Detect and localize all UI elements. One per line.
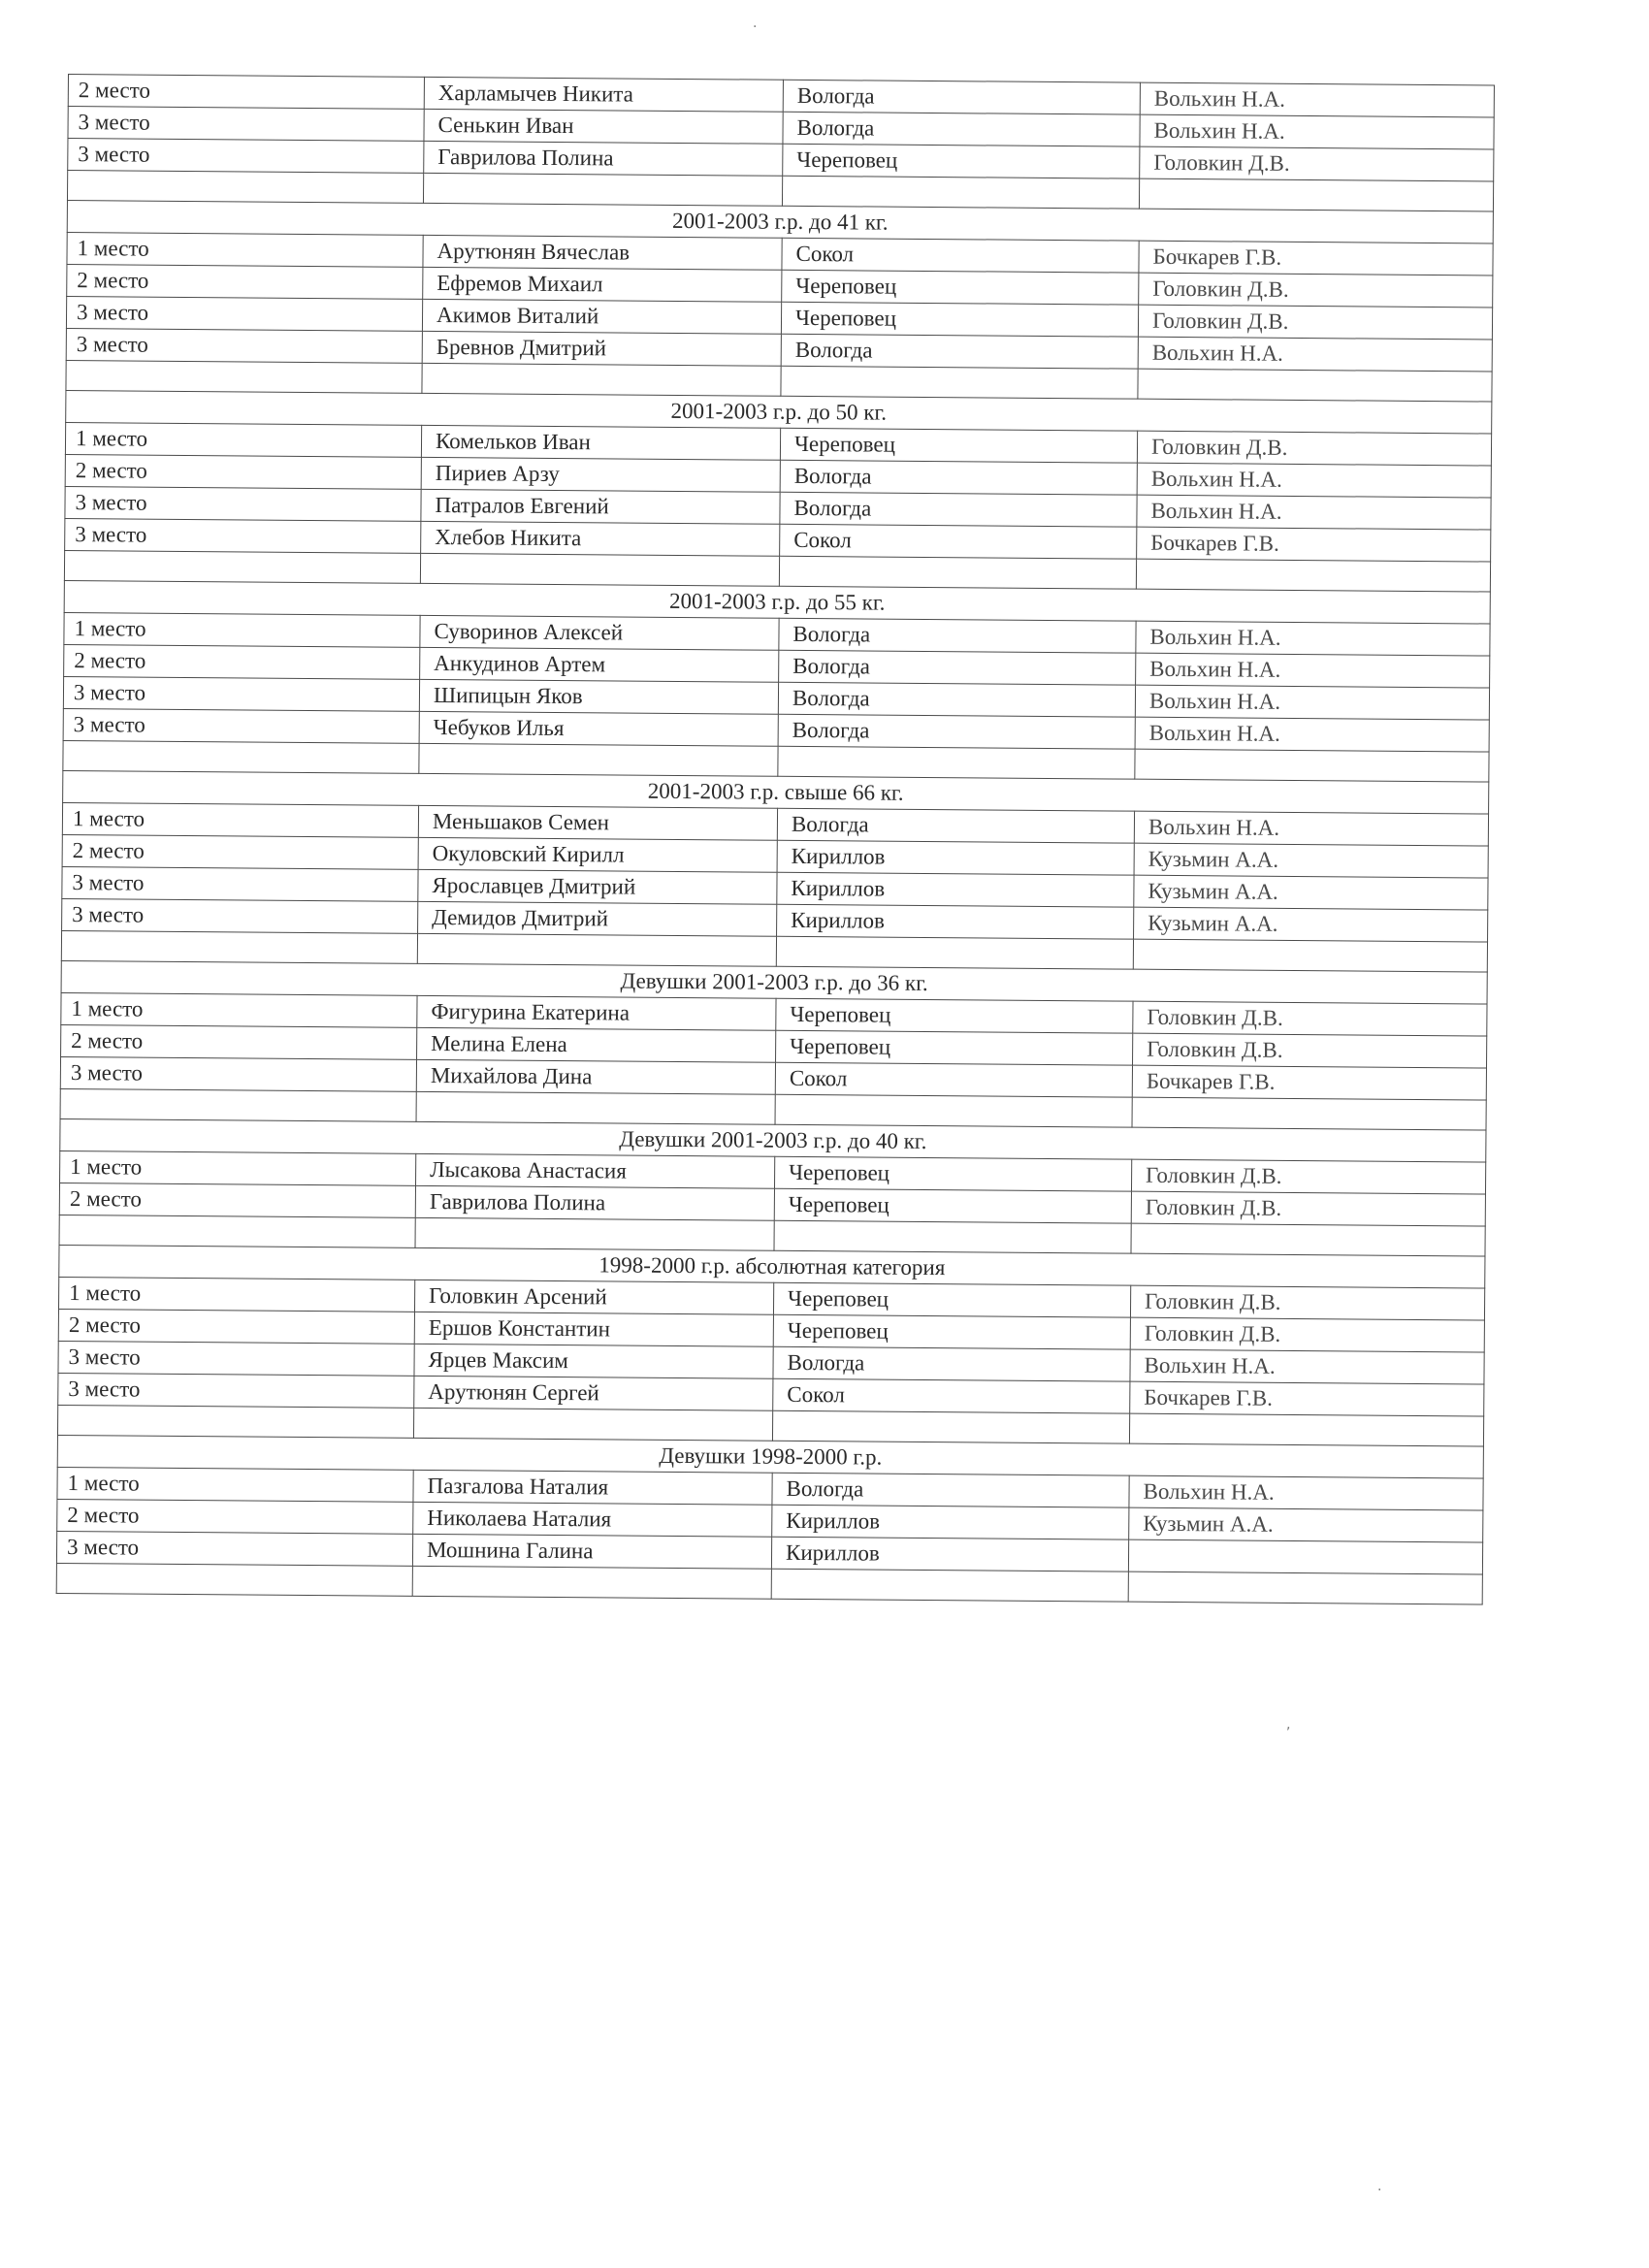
- coach-cell: Головкин Д.В.: [1131, 1159, 1485, 1194]
- empty-cell: [417, 933, 776, 966]
- category-title: 2001-2003 г.р. до 41 кг.: [67, 200, 1493, 243]
- city-cell: Череповец: [782, 270, 1139, 305]
- empty-cell: [412, 1566, 771, 1599]
- coach-cell: Головкин Д.В.: [1139, 273, 1493, 308]
- category-title: Девушки 1998-2000 г.р.: [57, 1435, 1483, 1478]
- name-cell: Арутюнян Сергей: [414, 1376, 773, 1410]
- city-cell: Вологда: [779, 618, 1136, 653]
- empty-cell: [63, 740, 419, 773]
- empty-cell: [57, 1405, 413, 1438]
- coach-cell: Кузьмин А.А.: [1134, 907, 1488, 942]
- empty-cell: [771, 1569, 1128, 1602]
- coach-cell: Вольхин Н.А.: [1140, 82, 1494, 117]
- place-cell: 1 место: [58, 1277, 414, 1312]
- name-cell: Анкудинов Артем: [420, 647, 779, 682]
- empty-cell: [782, 176, 1139, 209]
- empty-cell: [66, 360, 422, 393]
- place-cell: 2 место: [59, 1183, 415, 1217]
- empty-cell: [423, 173, 782, 206]
- place-cell: 2 место: [68, 75, 424, 110]
- place-cell: 2 место: [67, 264, 423, 299]
- city-cell: Кириллов: [777, 840, 1134, 875]
- place-cell: 3 место: [60, 1056, 416, 1091]
- coach-cell: Вольхин Н.А.: [1134, 811, 1488, 846]
- empty-cell: [1129, 1413, 1483, 1446]
- place-cell: 3 место: [66, 296, 422, 331]
- scan-speck: ·: [753, 19, 758, 35]
- place-cell: 1 место: [60, 1150, 416, 1185]
- city-cell: Череповец: [781, 302, 1138, 337]
- city-cell: Череповец: [773, 1282, 1130, 1317]
- results-sheet: [68, 74, 1494, 1594]
- name-cell: Мошнина Галина: [412, 1534, 771, 1569]
- place-cell: 1 место: [61, 992, 417, 1027]
- city-cell: Вологда: [779, 650, 1136, 685]
- empty-cell: [1133, 939, 1487, 972]
- place-cell: 1 место: [65, 422, 421, 457]
- place-cell: 1 место: [57, 1467, 413, 1502]
- coach-cell: Бочкарев Г.В.: [1132, 1065, 1486, 1100]
- city-cell: Череповец: [776, 1030, 1133, 1065]
- coach-cell: Головкин Д.В.: [1138, 305, 1492, 340]
- category-title: Девушки 2001-2003 г.р. до 36 кг.: [61, 960, 1487, 1004]
- place-cell: 3 место: [58, 1373, 414, 1408]
- coach-cell: Вольхин Н.А.: [1129, 1475, 1483, 1510]
- empty-cell: [1139, 178, 1493, 211]
- scan-speck: ,: [1286, 1717, 1291, 1733]
- city-cell: Череповец: [780, 428, 1137, 463]
- city-cell: Вологда: [777, 808, 1134, 843]
- city-cell: Кириллов: [777, 904, 1134, 939]
- place-cell: 1 место: [64, 612, 420, 647]
- name-cell: Акимов Виталий: [422, 299, 781, 334]
- place-cell: 3 место: [66, 328, 422, 363]
- city-cell: Кириллов: [771, 1537, 1128, 1571]
- city-cell: Сокол: [782, 238, 1139, 273]
- empty-cell: [64, 550, 420, 583]
- name-cell: Фигурина Екатерина: [417, 995, 776, 1030]
- empty-cell: [413, 1408, 772, 1441]
- category-title: 2001-2003 г.р. до 55 кг.: [64, 580, 1490, 624]
- name-cell: Меньшаков Семен: [418, 805, 777, 840]
- name-cell: Комельков Иван: [421, 425, 780, 460]
- empty-cell: [772, 1410, 1129, 1443]
- place-cell: 3 место: [68, 139, 424, 174]
- name-cell: Окуловский Кирилл: [418, 837, 777, 872]
- empty-cell: [1136, 559, 1490, 592]
- empty-cell: [1132, 1097, 1486, 1130]
- coach-cell: Вольхин Н.А.: [1140, 114, 1494, 149]
- name-cell: Сенькин Иван: [424, 109, 783, 144]
- name-cell: Гаврилова Полина: [415, 1185, 774, 1220]
- empty-cell: [67, 171, 423, 204]
- city-cell: Вологда: [772, 1473, 1129, 1507]
- name-cell: Пириев Арзу: [421, 457, 780, 492]
- name-cell: Бревнов Дмитрий: [422, 331, 781, 366]
- name-cell: Ярцев Максим: [414, 1344, 773, 1378]
- place-cell: 2 место: [61, 1024, 417, 1059]
- empty-cell: [1138, 369, 1492, 402]
- coach-cell: Кузьмин А.А.: [1129, 1507, 1483, 1542]
- city-cell: Вологда: [781, 334, 1138, 369]
- coach-cell: Бочкарев Г.В.: [1130, 1381, 1484, 1416]
- empty-cell: [420, 553, 779, 586]
- empty-cell: [416, 1091, 775, 1124]
- city-cell: Вологда: [778, 714, 1135, 749]
- name-cell: Ярославцев Дмитрий: [418, 869, 777, 904]
- city-cell: Вологда: [780, 460, 1137, 495]
- empty-cell: [61, 930, 417, 963]
- name-cell: Шипицын Яков: [419, 679, 778, 714]
- results-table: [56, 74, 1495, 1605]
- coach-cell: Головкин Д.В.: [1140, 146, 1494, 181]
- place-cell: 3 место: [65, 486, 421, 521]
- coach-cell: Вольхин Н.А.: [1136, 621, 1490, 656]
- place-cell: 2 место: [57, 1499, 413, 1534]
- city-cell: Череповец: [776, 998, 1133, 1033]
- name-cell: Суворинов Алексей: [420, 615, 779, 650]
- coach-cell: Вольхин Н.А.: [1137, 463, 1491, 498]
- city-cell: Сокол: [773, 1378, 1130, 1413]
- city-cell: Череповец: [774, 1188, 1131, 1223]
- place-cell: 2 место: [62, 834, 418, 869]
- empty-cell: [1131, 1223, 1485, 1256]
- coach-cell: Головкин Д.В.: [1137, 431, 1491, 466]
- empty-cell: [779, 556, 1136, 589]
- name-cell: Патралов Евгений: [421, 489, 780, 524]
- coach-cell: Головкин Д.В.: [1133, 1033, 1487, 1068]
- city-cell: Кириллов: [777, 872, 1134, 907]
- results-table-body: [56, 75, 1494, 1604]
- coach-cell: Головкин Д.В.: [1133, 1001, 1487, 1036]
- coach-cell: Кузьмин А.А.: [1134, 875, 1488, 910]
- place-cell: 2 место: [64, 644, 420, 679]
- name-cell: Ершов Константин: [414, 1312, 773, 1346]
- empty-cell: [775, 1094, 1132, 1127]
- empty-cell: [415, 1217, 774, 1250]
- coach-cell: Вольхин Н.А.: [1137, 495, 1491, 530]
- coach-cell: Головкин Д.В.: [1130, 1285, 1484, 1320]
- coach-cell: Кузьмин А.А.: [1134, 843, 1488, 878]
- place-cell: 1 место: [62, 802, 418, 837]
- place-cell: 3 место: [63, 676, 419, 711]
- name-cell: Гаврилова Полина: [424, 141, 783, 176]
- name-cell: Лысакова Анастасия: [416, 1153, 775, 1188]
- empty-cell: [56, 1563, 412, 1596]
- name-cell: Харламычев Никита: [424, 77, 783, 112]
- name-cell: Хлебов Никита: [421, 521, 780, 556]
- coach-cell: Бочкарев Г.В.: [1139, 241, 1493, 275]
- coach-cell: Вольхин Н.А.: [1135, 717, 1489, 752]
- name-cell: Головкин Арсений: [414, 1280, 773, 1314]
- place-cell: 3 место: [68, 107, 424, 142]
- coach-cell: Бочкарев Г.В.: [1137, 527, 1491, 562]
- place-cell: 3 место: [63, 708, 419, 743]
- empty-cell: [1135, 749, 1489, 782]
- empty-cell: [60, 1088, 416, 1121]
- city-cell: Вологда: [773, 1346, 1130, 1381]
- name-cell: Николаева Наталия: [413, 1502, 772, 1537]
- city-cell: Вологда: [783, 112, 1140, 146]
- empty-cell: [778, 746, 1135, 779]
- name-cell: Арутюнян Вячеслав: [423, 235, 782, 270]
- city-cell: Череповец: [783, 144, 1140, 178]
- city-cell: Вологда: [780, 492, 1137, 527]
- coach-cell: Головкин Д.В.: [1130, 1317, 1484, 1352]
- coach-cell: Вольхин Н.А.: [1136, 653, 1490, 688]
- place-cell: 2 место: [58, 1309, 414, 1344]
- place-cell: 3 место: [65, 518, 421, 553]
- city-cell: Череповец: [774, 1156, 1131, 1191]
- name-cell: Ефремов Михаил: [423, 267, 782, 302]
- empty-cell: [59, 1215, 415, 1247]
- city-cell: Кириллов: [772, 1505, 1129, 1539]
- place-cell: 3 место: [62, 866, 418, 901]
- place-cell: 3 место: [56, 1531, 412, 1566]
- coach-cell: Вольхин Н.А.: [1130, 1349, 1484, 1384]
- name-cell: Михайлова Дина: [416, 1059, 775, 1094]
- empty-cell: [776, 936, 1133, 969]
- coach-cell: Вольхин Н.А.: [1138, 337, 1492, 372]
- empty-cell: [774, 1220, 1131, 1253]
- city-cell: Череповец: [773, 1314, 1130, 1349]
- place-cell: 2 место: [65, 454, 421, 489]
- category-title: Девушки 2001-2003 г.р. до 40 кг.: [60, 1118, 1486, 1162]
- city-cell: Сокол: [780, 524, 1137, 559]
- city-cell: Сокол: [775, 1062, 1132, 1097]
- category-title: 1998-2000 г.р. абсолютная категория: [59, 1245, 1485, 1288]
- city-cell: Вологда: [778, 682, 1135, 717]
- empty-cell: [419, 743, 778, 776]
- name-cell: Пазгалова Наталия: [413, 1470, 772, 1505]
- place-cell: 3 место: [62, 898, 418, 933]
- coach-cell: Головкин Д.В.: [1131, 1191, 1485, 1226]
- empty-cell: [1128, 1571, 1482, 1604]
- name-cell: Мелина Елена: [417, 1027, 776, 1062]
- category-title: 2001-2003 г.р. до 50 кг.: [66, 390, 1492, 434]
- name-cell: Демидов Дмитрий: [418, 901, 777, 936]
- name-cell: Чебуков Илья: [419, 711, 778, 746]
- place-cell: 1 место: [67, 232, 423, 267]
- empty-cell: [422, 363, 781, 396]
- empty-cell: [781, 366, 1138, 399]
- city-cell: Вологда: [783, 80, 1140, 114]
- coach-cell: Вольхин Н.А.: [1135, 685, 1489, 720]
- coach-cell: [1128, 1539, 1482, 1574]
- scan-speck: ·: [1377, 2183, 1382, 2198]
- category-title: 2001-2003 г.р. свыше 66 кг.: [63, 770, 1489, 814]
- place-cell: 3 место: [58, 1341, 414, 1376]
